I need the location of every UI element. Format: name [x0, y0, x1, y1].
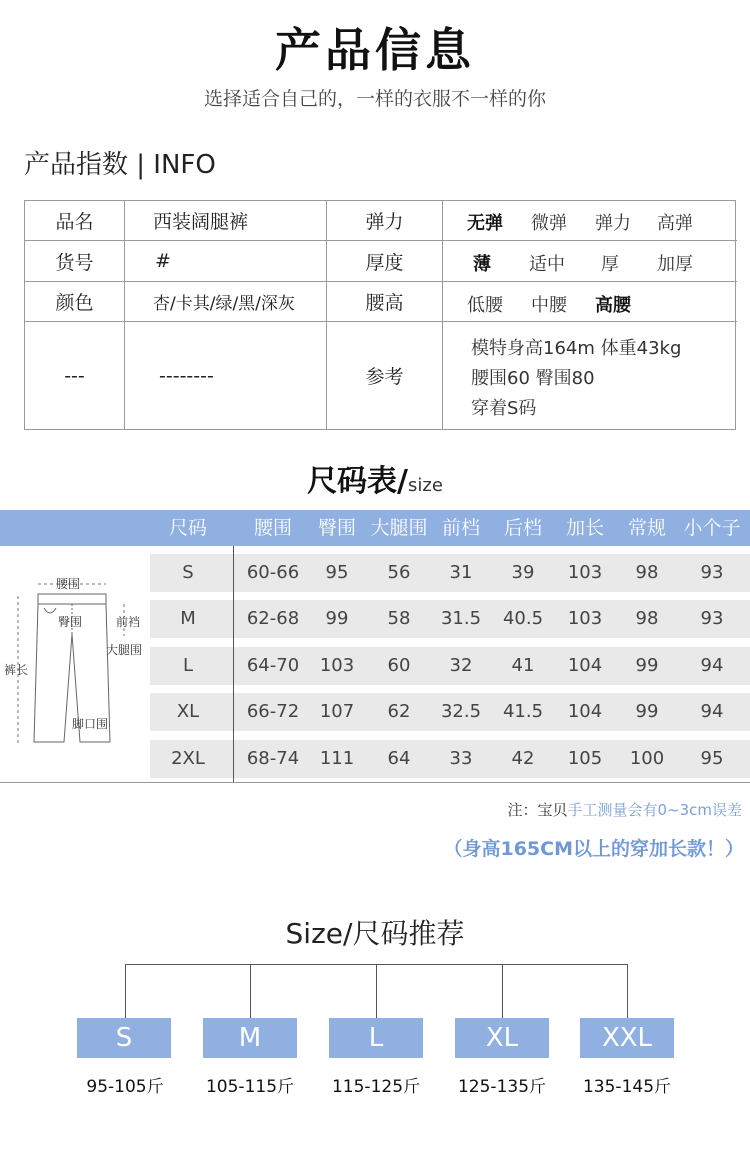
column-header: 腰围: [253, 517, 292, 539]
value-color: 杏/卡其/绿/黑/深灰: [125, 282, 327, 322]
measurement-cell: 103: [319, 655, 355, 676]
column-header: 前档: [441, 517, 480, 539]
measurement-cell: 64: [387, 748, 411, 769]
value-code: #: [125, 241, 327, 282]
measurement-cell: 103: [567, 608, 603, 629]
column-header: 加长: [565, 517, 604, 539]
pants-measurement-diagram: [0, 556, 150, 766]
measurement-cell: 104: [567, 701, 603, 722]
thickness-option: 适中: [529, 254, 565, 275]
label-code: 货号: [25, 241, 125, 282]
size-box-xxl: XXL: [580, 1018, 674, 1058]
diagram-label-hem: 脚口围: [72, 717, 109, 731]
measurement-note: [507, 799, 742, 820]
size-box-l: L: [329, 1018, 423, 1058]
note-error-range: 手工测量会有0~3cm误差: [567, 801, 742, 819]
weight-range-xl: 125-135斤: [457, 1077, 547, 1097]
reference-line: 穿着S码: [471, 398, 537, 419]
measurement-cell: 95: [325, 562, 349, 583]
elastic-option: 弹力: [595, 213, 631, 234]
weight-range-s: 95-105斤: [86, 1077, 164, 1097]
waist-option: 低腰: [467, 295, 503, 316]
label-elastic: 弹力: [327, 201, 443, 241]
size-label-cell: XL: [176, 701, 200, 722]
size-box-m: M: [203, 1018, 297, 1058]
measurement-cell: 62-68: [246, 608, 300, 629]
measurement-cell: 33: [449, 748, 473, 769]
measurement-cell: 62: [387, 701, 411, 722]
weight-range-xxl: 135-145斤: [582, 1077, 672, 1097]
size-chart-title-main: 尺码表/: [307, 464, 409, 499]
label-reference: 参考: [327, 322, 443, 429]
diagram-label-length: 裤长: [4, 663, 29, 677]
measurement-cell: 105: [567, 748, 603, 769]
size-chart-header: [0, 510, 750, 546]
weight-range-m: 105-115斤: [205, 1077, 295, 1097]
value-other: --------: [125, 322, 327, 429]
height-tip: （身高165CM以上的穿加长款！）: [443, 838, 744, 860]
label-waist-height: 腰高: [327, 282, 443, 322]
value-name: 西装阔腿裤: [125, 201, 327, 241]
size-chart-title-suffix: size: [408, 475, 443, 496]
measurement-cell: 99: [635, 701, 659, 722]
label-color: 颜色: [25, 282, 125, 322]
elastic-options: [443, 201, 737, 241]
table-bottom-rule: [0, 782, 750, 783]
connector-vertical: [250, 964, 251, 1018]
measurement-cell: 94: [700, 655, 724, 676]
connector-vertical: [125, 964, 126, 1018]
product-info-table: [24, 200, 736, 430]
waist-option: 高腰: [595, 295, 631, 316]
measurement-cell: 99: [635, 655, 659, 676]
measurement-cell: 104: [567, 655, 603, 676]
measurement-cell: 32.5: [440, 701, 482, 722]
column-header: 尺码: [168, 517, 207, 539]
elastic-option: 微弹: [531, 213, 567, 234]
measurement-cell: 93: [700, 562, 724, 583]
column-header: 小个子: [683, 517, 741, 539]
elastic-option: 高弹: [657, 213, 693, 234]
measurement-cell: 41: [511, 655, 535, 676]
measurement-cell: 68-74: [246, 748, 300, 769]
size-label-cell: M: [180, 608, 196, 629]
reference-text: [443, 322, 737, 429]
label-other: ---: [25, 322, 125, 429]
page-title: 产品信息: [275, 23, 475, 77]
measurement-cell: 56: [387, 562, 411, 583]
note-prefix: 注：宝贝: [507, 801, 568, 819]
thickness-option: 薄: [473, 254, 491, 275]
measurement-cell: 100: [629, 748, 665, 769]
size-box-xl: XL: [455, 1018, 549, 1058]
measurement-cell: 98: [635, 562, 659, 583]
size-box-s: S: [77, 1018, 171, 1058]
measurement-cell: 95: [700, 748, 724, 769]
measurement-cell: 107: [319, 701, 355, 722]
reference-line: 腰围60 臀围80: [471, 368, 595, 389]
page-subtitle: 选择适合自己的，一样的衣服不一样的你: [203, 88, 546, 110]
measurement-cell: 42: [511, 748, 535, 769]
pants-waistband: [38, 594, 106, 604]
column-header: 臀围: [317, 517, 356, 539]
size-label-cell: 2XL: [171, 748, 205, 769]
thickness-options: [443, 241, 737, 282]
connector-vertical: [502, 964, 503, 1018]
diagram-label-hip: 臀围: [58, 615, 83, 629]
measurement-cell: 64-70: [246, 655, 300, 676]
diagram-label-front-rise: 前裆: [116, 615, 141, 629]
measurement-cell: 99: [325, 608, 349, 629]
measurement-cell: 94: [700, 701, 724, 722]
connector-vertical: [376, 964, 377, 1018]
measurement-cell: 93: [700, 608, 724, 629]
table-divider: [233, 546, 234, 782]
measurement-cell: 60-66: [246, 562, 300, 583]
measurement-cell: 58: [387, 608, 411, 629]
measurement-cell: 41.5: [502, 701, 544, 722]
elastic-option: 无弹: [467, 213, 503, 234]
measurement-cell: 66-72: [246, 701, 300, 722]
diagram-label-waist: 腰围: [56, 577, 81, 591]
column-header: 常规: [627, 517, 666, 539]
measurement-cell: 60: [387, 655, 411, 676]
label-thickness: 厚度: [327, 241, 443, 282]
measurement-cell: 31: [449, 562, 473, 583]
thickness-option: 厚: [601, 254, 619, 275]
size-label-cell: L: [182, 655, 194, 676]
measurement-cell: 40.5: [502, 608, 544, 629]
section-heading-info: 产品指数 | INFO: [24, 150, 216, 180]
measurement-cell: 39: [511, 562, 535, 583]
recommend-title: Size/尺码推荐: [285, 917, 465, 950]
size-chart-title: [0, 456, 750, 500]
reference-line: 模特身高164m 体重43kg: [471, 338, 682, 359]
label-name: 品名: [25, 201, 125, 241]
measurement-cell: 32: [449, 655, 473, 676]
measurement-cell: 111: [319, 748, 355, 769]
weight-range-l: 115-125斤: [331, 1077, 421, 1097]
measurement-cell: 31.5: [440, 608, 482, 629]
waist-option: 中腰: [531, 295, 567, 316]
diagram-label-thigh: 大腿围: [106, 643, 143, 657]
size-label-cell: S: [182, 562, 194, 583]
column-header: 大腿围: [370, 517, 428, 539]
measurement-cell: 103: [567, 562, 603, 583]
measurement-cell: 98: [635, 608, 659, 629]
thickness-option: 加厚: [657, 254, 693, 275]
recommend-connector: [0, 960, 750, 1020]
column-header: 后档: [503, 517, 542, 539]
connector-vertical: [627, 964, 628, 1018]
waist-options: [443, 282, 737, 322]
